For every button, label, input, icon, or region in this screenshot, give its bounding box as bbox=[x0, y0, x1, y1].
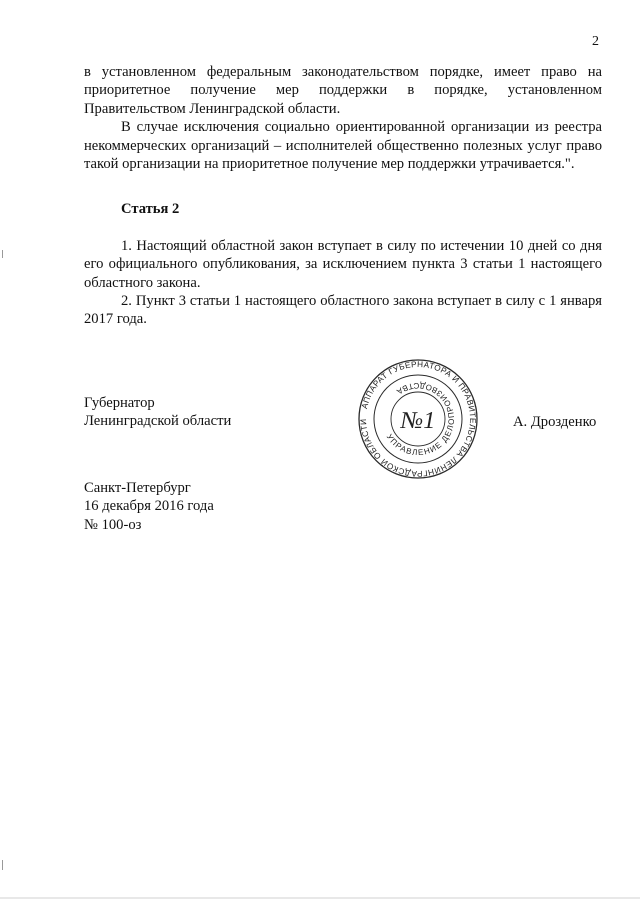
signatory-name: А. Дрозденко bbox=[513, 414, 597, 430]
official-seal bbox=[357, 358, 479, 480]
place-and-date bbox=[84, 479, 214, 534]
scan-edge-mark bbox=[2, 860, 3, 870]
scan-bottom-edge bbox=[0, 897, 640, 899]
paragraph-2: В случае исключения социально ориентированной организации из реестра некоммерческих организаций – исполнителей общественно полезных услуг право такой организации на приоритетное получение мер поддержки утрачивается.". bbox=[84, 119, 602, 173]
law-number: № 100-оз bbox=[84, 516, 142, 533]
place-city: Санкт-Петербург bbox=[84, 480, 191, 496]
scan-edge-mark bbox=[2, 250, 3, 258]
signatory-title bbox=[84, 394, 231, 431]
seal-inner-text: УПРАВЛЕНИЕ ДЕЛОПРОИЗВОДСТВА bbox=[384, 380, 457, 458]
signatory-title-line1: Губернатор bbox=[84, 395, 155, 411]
seal-center-number: №1 bbox=[400, 408, 436, 434]
document-body bbox=[84, 63, 602, 329]
paragraph-3: 1. Настоящий областной закон вступает в силу по истечении 10 дней со дня его официального опубликования, за исключением пункта 3 статьи 1 настоящего областного закона. bbox=[84, 237, 602, 291]
paragraph-1: в установленном федеральным законодательством порядке, имеет право на приоритетное получение мер поддержки в порядке, установленном Правительством Ленинградской области. bbox=[84, 64, 602, 117]
seal-outer-text: АППАРАТ ГУБЕРНАТОРА И ПРАВИТЕЛЬСТВА ЛЕНИНГРАДСКОЙ ОБЛАСТИ bbox=[358, 359, 478, 479]
article-heading: Статья 2 bbox=[121, 201, 180, 218]
paragraph-4: 2. Пункт 3 статьи 1 настоящего областного закона вступает в силу с 1 января 2017 года. bbox=[84, 293, 602, 328]
signatory-title-line2: Ленинградской области bbox=[84, 413, 232, 430]
place-date: 16 декабря 2016 года bbox=[84, 498, 214, 515]
page-number: 2 bbox=[592, 34, 599, 49]
